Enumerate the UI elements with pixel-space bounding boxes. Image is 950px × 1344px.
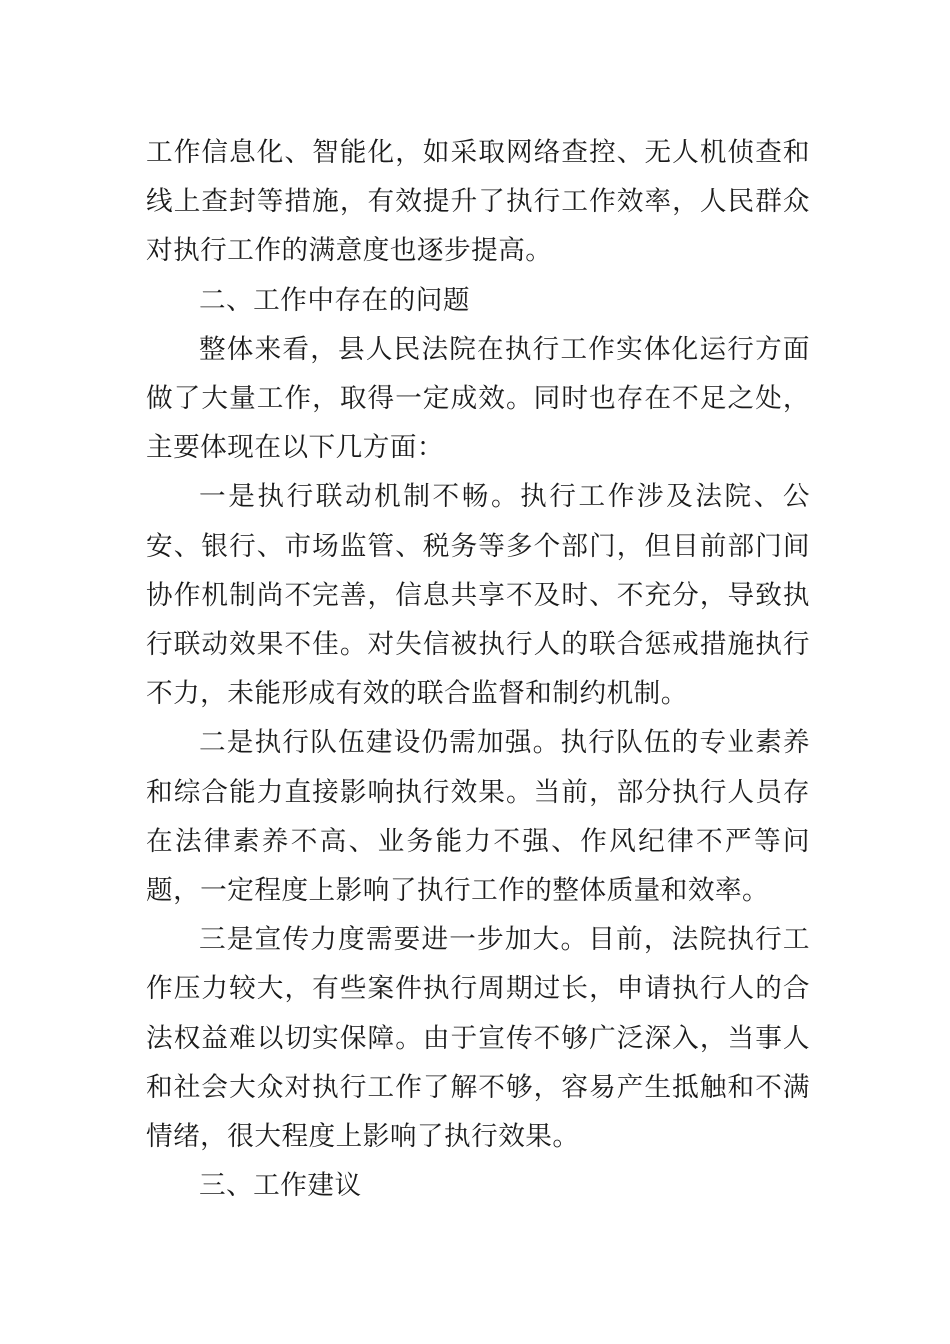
paragraph-problem-2: 二是执行队伍建设仍需加强。执行队伍的专业素养和综合能力直接影响执行效果。当前，部分执行人员存在法律素养不高、业务能力不强、作风纪律不严等问题，一定程度上影响了执行工作的整体质量和效率。 — [146, 727, 810, 907]
paragraph-problem-3: 三是宣传力度需要进一步加大。目前，法院执行工作压力较大，有些案件执行周期过长，申请执行人的合法权益难以切实保障。由于宣传不够广泛深入，当事人和社会大众对执行工作了解不够，容易产生抵触和不满情绪，很大程度上影响了执行效果。 — [146, 924, 810, 1153]
paragraph-overview: 整体来看，县人民法院在执行工作实体化运行方面做了大量工作，取得一定成效。同时也存在不足之处，主要体现在以下几方面： — [146, 333, 810, 464]
section-heading-problems: 二、工作中存在的问题 — [199, 284, 470, 316]
section-heading-suggestions: 三、工作建议 — [199, 1170, 362, 1202]
paragraph-problem-1: 一是执行联动机制不畅。执行工作涉及法院、公安、银行、市场监管、税务等多个部门，但目前部门间协作机制尚不完善，信息共享不及时、不充分，导致执行联动效果不佳。对失信被执行人的联合惩戒措施执行不力，未能形成有效的联合监督和制约机制。 — [146, 481, 810, 710]
paragraph-continuation: 工作信息化、智能化，如采取网络查控、无人机侦查和线上查封等措施，有效提升了执行工作效率，人民群众对执行工作的满意度也逐步提高。 — [146, 137, 810, 267]
document-body — [146, 128, 810, 1210]
